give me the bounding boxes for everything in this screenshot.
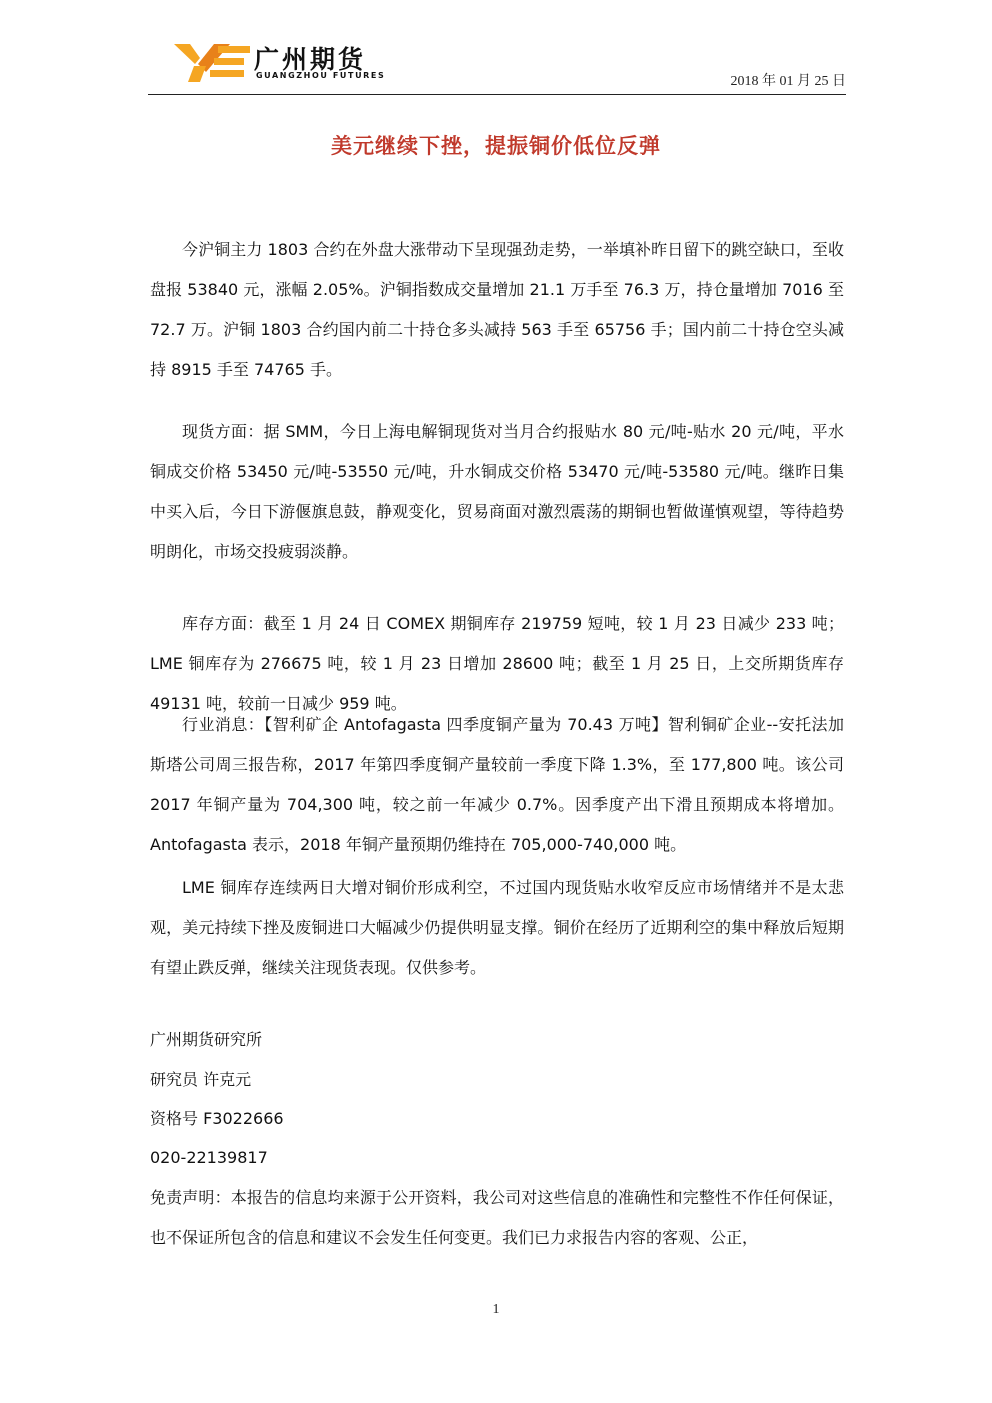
page-number: 1 <box>492 1302 500 1317</box>
paragraph-outlook: LME 铜库存连续两日大增对铜价形成利空，不过国内现货贴水收窄反应市场情绪并不是太悲观，美元持续下挫及废铜进口大幅减少仍提供明显支撑。铜价在经历了近期利空的集中释放后短期有望止跌反弹，继续关注现货表现。仅供参考。 <box>150 878 844 977</box>
logo-mark-icon <box>174 38 252 84</box>
page-header <box>148 34 846 95</box>
footer-researcher: 研究员 许克元 <box>150 1070 252 1089</box>
footer-institute: 广州期货研究所 <box>150 1030 263 1049</box>
logo-en-text: GUANGZHOU FUTURES <box>256 71 386 80</box>
paragraph-inventory: 库存方面：截至 1 月 24 日 COMEX 期铜库存 219759 短吨，较 1 月 23 日减少 233 吨；LME 铜库存为 276675 吨，较 1 月 23 日增加 28600 吨；截至 1 月 25 日，上交所期货库存 49131 吨，较前一日减少 959 吨。 <box>150 614 844 713</box>
company-logo <box>174 38 386 86</box>
footer-phone: 020-22139817 <box>150 1148 268 1167</box>
report-date: 2018 年 01 月 25 日 <box>730 74 846 89</box>
paragraph-spot: 现货方面：据 SMM，今日上海电解铜现货对当月合约报贴水 80 元/吨-贴水 20 元/吨，平水铜成交价格 53450 元/吨-53550 元/吨，升水铜成交价格 53470 元/吨-53580 元/吨。继昨日集中买入后，今日下游偃旗息鼓，静观变化，贸易商面对激烈震荡的期铜也暂做谨慎观望，等待趋势明朗化，市场交投疲弱淡静。 <box>150 422 844 561</box>
footer-license: 资格号 F3022666 <box>150 1109 284 1128</box>
paragraph-market: 今沪铜主力 1803 合约在外盘大涨带动下呈现强劲走势，一举填补昨日留下的跳空缺口，至收盘报 53840 元，涨幅 2.05%。沪铜指数成交量增加 21.1 万手至 76.3 万，持仓量增加 7016 至 72.7 万。沪铜 1803 合约国内前二十持仓多头减持 563 手至 65756 手；国内前二十持仓空头减持 8915 手至 74765 手。 <box>150 240 844 379</box>
logo-cn-text: 广州期货 <box>254 45 367 74</box>
paragraph-industry-news: 行业消息：【智利矿企 Antofagasta 四季度铜产量为 70.43 万吨】智利铜矿企业--安托法加斯塔公司周三报告称，2017 年第四季度铜产量较前一季度下降 1.3%，至 177,800 吨。该公司 2017 年铜产量为 704,300 吨，较之前一年减少 0.7%。因季度产出下滑且预期成本将增加。Antofagasta 表示，2018 年铜产量预期仍维持在 705,000-740,000 吨。 <box>150 715 844 854</box>
footer-disclaimer: 免责声明：本报告的信息均来源于公开资料，我公司对这些信息的准确性和完整性不作任何保证，也不保证所包含的信息和建议不会发生任何变更。我们已力求报告内容的客观、公正， <box>150 1188 844 1247</box>
report-title: 美元继续下挫，提振铜价低位反弹 <box>331 134 661 158</box>
